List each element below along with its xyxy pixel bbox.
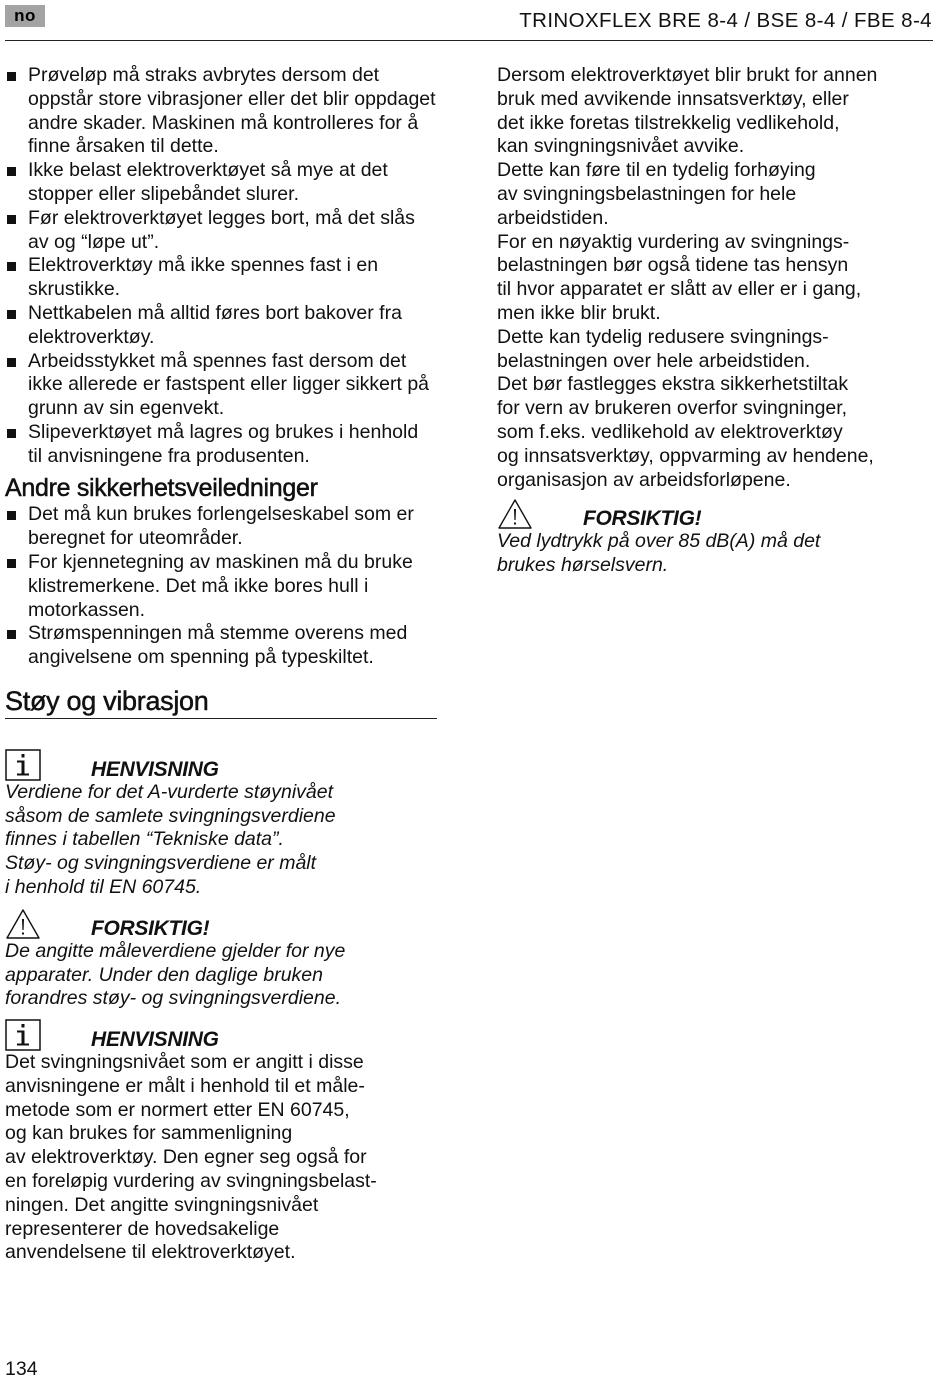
- notice-line: og kan brukes for sammenligning: [5, 1122, 293, 1145]
- notice-line: såsom de samlete svingningsverdiene: [5, 804, 336, 827]
- bullet-list-operation: [5, 64, 437, 469]
- notice-line: anvisningene er målt i henhold til et måle-: [5, 1074, 365, 1097]
- text-line: som f.eks. vedlikehold av elektroverktøy: [497, 420, 843, 443]
- text-line: Det bør fastlegges ekstra sikkerhetstiltak: [497, 373, 849, 396]
- bullet-item: Strømspenningen må stemme overens med angivelsene om spenning på typeskiltet.: [5, 622, 437, 670]
- document-title: TRINOXFLEX BRE 8-4 / BSE 8-4 / FBE 8-4: [519, 9, 932, 32]
- text-line: for vern av brukeren overfor svingninger,: [497, 397, 848, 420]
- text-line: For en nøyaktig vurdering av svingnings-: [497, 230, 850, 253]
- notice-line: anvendelsene til elektroverktøyet.: [5, 1241, 296, 1264]
- text-line: belastningen bør også tidene tas hensyn: [497, 254, 849, 277]
- notice-line: representerer de hovedsakelige: [5, 1217, 280, 1240]
- notice-line: Verdiene for det A-vurderte støynivået: [5, 780, 334, 803]
- notice-line: Det svingningsnivået som er angitt i disse: [5, 1051, 364, 1074]
- notice-line: ningen. Det angitte svingningsnivået: [5, 1193, 319, 1216]
- bullet-item: Prøveløp må straks avbrytes dersom det oppstår store vibrasjoner eller det blir oppdaget andre skader. Maskinen må kontrolleres for å finne årsaken til dette.: [5, 64, 437, 159]
- header-divider: [5, 40, 933, 41]
- notice-title: HENVISNING: [91, 1028, 219, 1052]
- text-line: det ikke foretas tilstrekkelig vedlikehold,: [497, 111, 840, 134]
- notice-info: [5, 749, 437, 900]
- bullet-item: Arbeidsstykket må spennes fast dersom det ikke allerede er fastspent eller ligger sikkert på grunn av sin egenvekt.: [5, 350, 437, 421]
- language-tag: no: [5, 5, 45, 27]
- notice-line: i henhold til EN 60745.: [5, 875, 202, 898]
- notice-line: Støy- og svingningsverdiene er målt: [5, 852, 317, 875]
- text-line: kan svingningsnivået avvike.: [497, 135, 745, 158]
- text-line: og innsatsverktøy, oppvarming av hendene,: [497, 444, 874, 467]
- vibration-paragraph: [497, 64, 937, 492]
- notice-line: metode som er normert etter EN 60745,: [5, 1098, 350, 1121]
- notice-line: en foreløpig vurdering av svingningsbelast-: [5, 1170, 377, 1193]
- text-line: Dette kan føre til en tydelig forhøying: [497, 159, 816, 182]
- bullet-list-safety: [5, 503, 437, 670]
- text-line: belastningen over hele arbeidstiden.: [497, 349, 811, 372]
- text-line: Dette kan tydelig redusere svingnings-: [497, 325, 829, 348]
- notice-line: forandres støy- og svingningsverdiene.: [5, 987, 342, 1010]
- bullet-item: Det må kun brukes forlengelseskabel som er beregnet for uteområder.: [5, 503, 437, 551]
- bullet-item: For kjennetegning av maskinen må du bruke klistremerkene. Det må ikke bores hull i motorkassen.: [5, 551, 437, 622]
- text-line: bruk med avvikende innsatsverktøy, eller: [497, 87, 849, 110]
- notice-caution: [497, 498, 937, 578]
- text-line: av svingningsbelastningen for hele: [497, 182, 797, 205]
- warning-triangle-icon: [497, 498, 533, 530]
- bullet-item: Elektroverktøy må ikke spennes fast i en skrustikke.: [5, 254, 437, 302]
- notice-caution: [5, 908, 437, 1011]
- text-line: organisasjon av arbeidsforløpene.: [497, 468, 791, 491]
- notice-line: av elektroverktøy. Den egner seg også for: [5, 1146, 367, 1169]
- notice-line: apparater. Under den daglige bruken: [5, 963, 323, 986]
- notice-line: Ved lydtrykk på over 85 dB(A) må det: [497, 530, 821, 553]
- notice-line: finnes i tabellen “Tekniske data”.: [5, 828, 284, 851]
- notice-line: De angitte måleverdiene gjelder for nye: [5, 939, 346, 962]
- text-line: arbeidstiden.: [497, 206, 609, 229]
- text-line: Dersom elektroverktøyet blir brukt for annen: [497, 64, 878, 86]
- notice-title: FORSIKTIG!: [583, 507, 702, 531]
- notice-title: HENVISNING: [91, 757, 219, 781]
- bullet-item: Nettkabelen må alltid føres bort bakover fra elektroverktøy.: [5, 302, 437, 350]
- info-icon: [5, 1019, 41, 1051]
- page-number: 134: [5, 1358, 38, 1380]
- left-column: [5, 64, 437, 1265]
- warning-triangle-icon: [5, 908, 41, 940]
- notice-line: brukes hørselsvern.: [497, 554, 669, 577]
- bullet-item: Før elektroverktøyet legges bort, må det slås av og “løpe ut”.: [5, 207, 437, 255]
- section-heading-safety: Andre sikkerhetsveiledninger: [5, 473, 318, 502]
- info-icon: [5, 749, 41, 781]
- text-line: til hvor apparatet er slått av eller er i gang,: [497, 278, 862, 301]
- bullet-item: Slipeverktøyet må lagres og brukes i henhold til anvisningene fra produsenten.: [5, 421, 437, 469]
- notice-title: FORSIKTIG!: [91, 916, 210, 940]
- section-heading-noise: Støy og vibrasjon: [5, 690, 437, 719]
- notice-info: [5, 1019, 437, 1265]
- bullet-item: Ikke belast elektroverktøyet så mye at det stopper eller slipebåndet slurer.: [5, 159, 437, 207]
- text-line: men ikke blir brukt.: [497, 301, 661, 324]
- right-column: [497, 64, 937, 578]
